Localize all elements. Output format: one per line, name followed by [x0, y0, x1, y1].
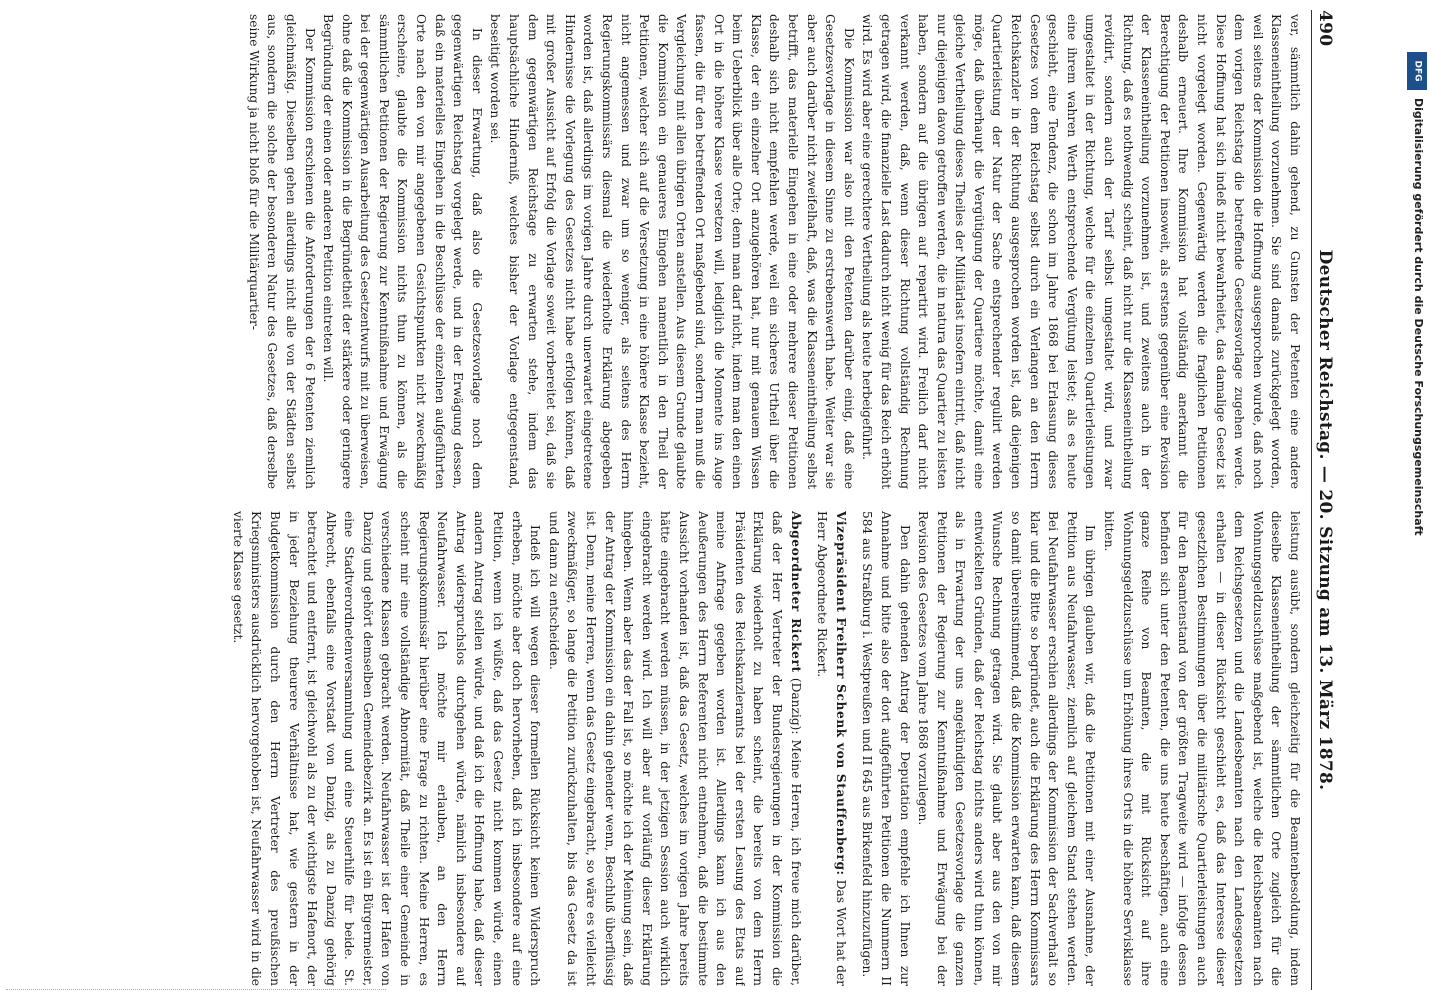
- digitization-credit: [1405, 52, 1429, 992]
- dfg-logo-text: DFG: [1412, 60, 1423, 82]
- paragraph: Indeß ich will wegen dieser formellen Rücksicht keinen Widerspruch erheben, möchte aber doch hervorheben, daß ich insbesondere auf eine Petition, wenn ich wüßte, daß das Gesetz nicht kommen würde, einen andern Antrag stellen würde, und daß ich die Hoffnung habe, daß dieser Antrag widerspruchslos durchgehen würde, nämlich insbesondere auf Neufahrwasser. Ich möchte mir erlauben, an den Herrn Regierungskommissär hierüber eine Frage zu richten. Meine Herren, es scheint mir eine vollständige Abnormität, daß Theile einer Gemeinde in verschiedene Klassen gebracht werden. Neufahrwasser ist der Hafen von Danzig und gehört demselben Gemeindebezirk an. Es ist ein Bürgermeister, eine Stadtverordnetenversammlung und eine Steuerhilfe für beide. St. Albrecht, ebenfalls eine Vorstadt von Danzig, als zu Danzig gehörig betrachtet und entfernt, ist gleichwohl als zu der wichtigste Hafenort, der in jeder Beziehung theurere Verhältnisse hat, wie gestern in der Budgetkommission durch den Herrn Vertreter des preußischen Kriegsministers ausdrücklich hervorgehoben ist, Neufahrwasser wird in die vierte Klasse gesetzt.: [230, 511, 543, 986]
- left-column: [14, 14, 1304, 489]
- paragraph: leistung ausübt, sondern gleichzeitig für die Beamtenbesoldung, indem dieselbe Klasseneintheilung der sämmtlichen Orte zugleich für die Wohnungsgeldzuschüsse maßgebend ist, welche die Reichsbeamten nach dem Reichsgesetzen und die Landesbeamten nach den Landesgesetzen erhalten — in dieser Rücksicht geschieht es, daß das Interesse dieser gesetzlichen Bestimmungen über die militärische Quartierleistungen auch für den Beamtenstand von der größten Tragweite wird — infolge dessen befinden sich unter den Petenten, die uns heute beschäftigen, auch eine ganze Reihe von Beamten, die mit Rücksicht auf ihre Wohnungsgeldzuschüsse um Erhöhung ihres Orts in die höhere Servisklasse bitten.: [1102, 511, 1302, 986]
- dfg-logo: [1407, 52, 1427, 90]
- page-number: 490: [1315, 10, 1335, 47]
- paragraph: ver, sämmtlich dahin gehend, zu Gunsten der Petenten eine andere Klasseneintheilung vorzunehmen. Sie sind damals zurückgelegt worden, weil seitens der Kommission die Hoffnung ausgesprochen wurde, daß noch dem vorigen Reichstag die betreffende Gesetzesvorlage zugehen werde. Diese Hoffnung hat sich indeß nicht bewahrheitet, das damalige Gesetz ist nicht vorgelegt worden. Gegenwärtig werden die fraglichen Petitionen deshalb erneuert. Ihre Kommission hat vollständig anerkannt die Berechtigung der Petitionen insoweit, als erstens gegenüber eine Revision der Klasseneintheilung vorzunehmen ist, und zweitens auch in der Richtung, daß es nothwendig scheint, daß nicht nur die Klasseneintheilung revidirt, sondern auch der Tarif selbst umgestaltet wird, und zwar umgestaltet in der Richtung, welche für die einzelnen Quartierleistungen eine ihrem wahren Werth entsprechende Vergütung leistet; als es heute geschieht, eine Tendenz, die schon im Jahre 1868 bei Erlassung dieses Gesetzes von dem Reichstag selbst durch ein Verlangen an den Herrn Reichskanzler in der Richtung ausgesprochen worden ist, daß diejenigen Quartierleistung der Natur der Sache entsprechender regulirt werden möge, daß überhaupt die Vergütigung der Quartiere möchte, damit eine gleiche Vertheilung dieses Theiles der Militärlast insofern eintritt, daß nicht nur diejenigen davon getroffen werden, die in natura das Quartier zu leisten haben, sondern auf die übrigen auf repartirt wird. Freilich darf nicht verkannt werden, daß, wenn dieser Richtung vollständig Rechnung getragen wird, die finanzielle Last dadurch nicht wenig für das Reich erhöht wird. Es wird aber eine gerechtere Vertheilung als heute herbeigeführt.: [860, 14, 1302, 489]
- speech-text: (Danzig): Meine Herren, ich freue mich darüber, daß der Herr Vertreter der Bundesregierungen in der Kommission die Erklärung wiederholt zu haben scheint, die bereits von dem Herrn Präsidenten des Reichskanzleramts bei der ersten Lesung des Etats auf meine Anfrage gegeben worden ist. Allerdings kann ich aus den Aeußerungen des Herrn Referenten nicht entnehmen, daß die bestimmte Aussicht vorhanden ist, daß das Gesetz, welches im vorigen Jahre bereits hätte eingebracht werden müssen, in der jetzigen Session auch wirklich eingebracht werden wird. Ich will aber auf vorläufig dieser Erklärung hingeben. Wenn aber das der Fall ist, so möchte ich der Meinung sein, daß der Antrag der Kommission ein dahin gehender wenn, Beschluß überflüssig ist. Denn, meine Herren, wenn das Gesetz eingebracht, so wäre es vielleicht zweckmäßiger, so lange die Petition zurückzuhalten, bis das Gesetz da ist und dann zu entscheiden.: [546, 511, 803, 986]
- right-column: [14, 511, 1304, 986]
- speaker-paragraph: [813, 511, 850, 986]
- page-header: [1311, 10, 1338, 990]
- credit-text: Digitalisierung gefördert durch die Deutsche Forschungsgemeinschaft: [1412, 98, 1425, 536]
- speaker-name: Abgeordneter Rickert: [788, 511, 803, 673]
- speech-text: Das Wort hat der Herr Abgeordnete Rickert.: [815, 511, 848, 986]
- paragraph: Im übrigen glauben wir, daß die Petitionen mit einer Ausnahme, der Petition aus Neufahrwasser, ziemlich auf gleichem Stand stehen werden. Bei Neufahrwasser erschien allerdings der Kommission der Sachverhalt so klar und die Bitte so begründet, auch die Erklärung des Herrn Kommissars so damit übereinstimmend, daß die Kommission erwarten kann, daß diesem Wunsche Rechnung getragen wird. Sie glaubt aber aus den von mir entwickelten Gründen, daß der Reichstag nichts anders wird thun können, als in Erwartung der uns angekündigten Gesetzesvorlage die ganzen Petitionen der Regierung zur Kenntnißnahme und Erwägung bei der Revision des Gesetzes vom Jahre 1868 vorzulegen.: [916, 511, 1098, 986]
- running-title: Deutscher Reichstag. — 20. Sitzung am 13. März 1878.: [1315, 249, 1335, 791]
- paragraph: Den dahin gehenden Antrag der Deputation empfehle ich Ihnen zur Annahme und bitte also der dort aufgeführten Petitionen die Nummern II 584 aus Straßburg i. Westpreußen und II 645 aus Birkenfeld hinzuzufügen.: [860, 511, 912, 986]
- scan-edge-noise: [6, 989, 386, 998]
- paragraph: In dieser Erwartung, daß also die Gesetzesvorlage noch dem gegenwärtigen Reichstag vorgelegt werde, und in der Erwägung dessen, daß ein materielles Eingehen in die Beschlüsse der einzelnen aufgeführten Orte nach den von mir angegebenen Gesichtspunkten nicht zweckmäßig erscheine, glaubte die Kommission nichts thun zu können, als die sämmtlichen Petitionen der Regierung zur Kenntnißnahme und Erwägung bei der gegenwärtigen Ausarbeitung des Gesetzentwurfs mit zu überweisen, ohne daß die Kommission in die Begründetheit der stärkere oder geringere Begründung der einen oder anderen Petition eintreten will.: [321, 14, 484, 489]
- text-columns: [14, 14, 1304, 986]
- speaker-paragraph: [544, 511, 804, 986]
- speaker-name: Vizepräsident Freiherr Schenk von Stauffenberg:: [833, 511, 848, 876]
- paragraph: Die Kommission war also mit den Petenten darüber einig, daß eine Gesetzesvorlage in diesem Sinne zu erstrebenswerth habe. Weiter war sie aber auch darüber nicht zweifelhaft, daß, was die Klasseneintheilung selbst betrifft, das materielle Eingehen in eine oder mehrere dieser Petitionen deshalb sich nicht empfehlen werde, weil ein sicheres Urtheil über die Klasse, der ein einzelner Ort anzugehören hat, nur mit genauem Wissen beim Ueberblick über alle Orte; denn man darf nicht, indem man den einen Ort in die höhere Klasse versetzen will, lediglich die Momente ins Auge fassen, die für den betreffenden Ort maßgebend sind, sondern man muß die Vergleichung mit allen übrigen Orten anstellen. Aus diesem Grunde glaubte die Kommission ein genaueres Eingehen namentlich in den Theil der Petitionen, welcher sich auf die Versetzung in eine höhere Klasse bezieht, nicht angemessen und zwar um so weniger, als seitens des Herrn Regierungskommissärs diesmal die wiederholte Erklärung abgegeben worden ist, daß allerdings im vorigen Jahre durch unerwartet eingetretene Hindernisse die Vorlegung des Gesetzes nicht habe erfolgen können, daß mit großer Aussicht auf Erfolg die Vorlage soweit vorbereitet sei, daß sie dem gegenwärtigen Reichstage zu erwarten stehe, indem das hauptsächliche Hinderniß, welches bisher der Vorlage entgegenstand, beseitigt worden sei.: [488, 14, 856, 489]
- paragraph: Der Kommission erschienen die Anforderungen der 6 Petenten ziemlich gleichmäßig. Dieselben gehen allerdings nicht alle von der Städten selbst aus, sondern die solche der besonderen Natur des Gesetzes, daß derselbe seine Wirkung ja nicht bloß für die Militärquartier-: [246, 14, 317, 489]
